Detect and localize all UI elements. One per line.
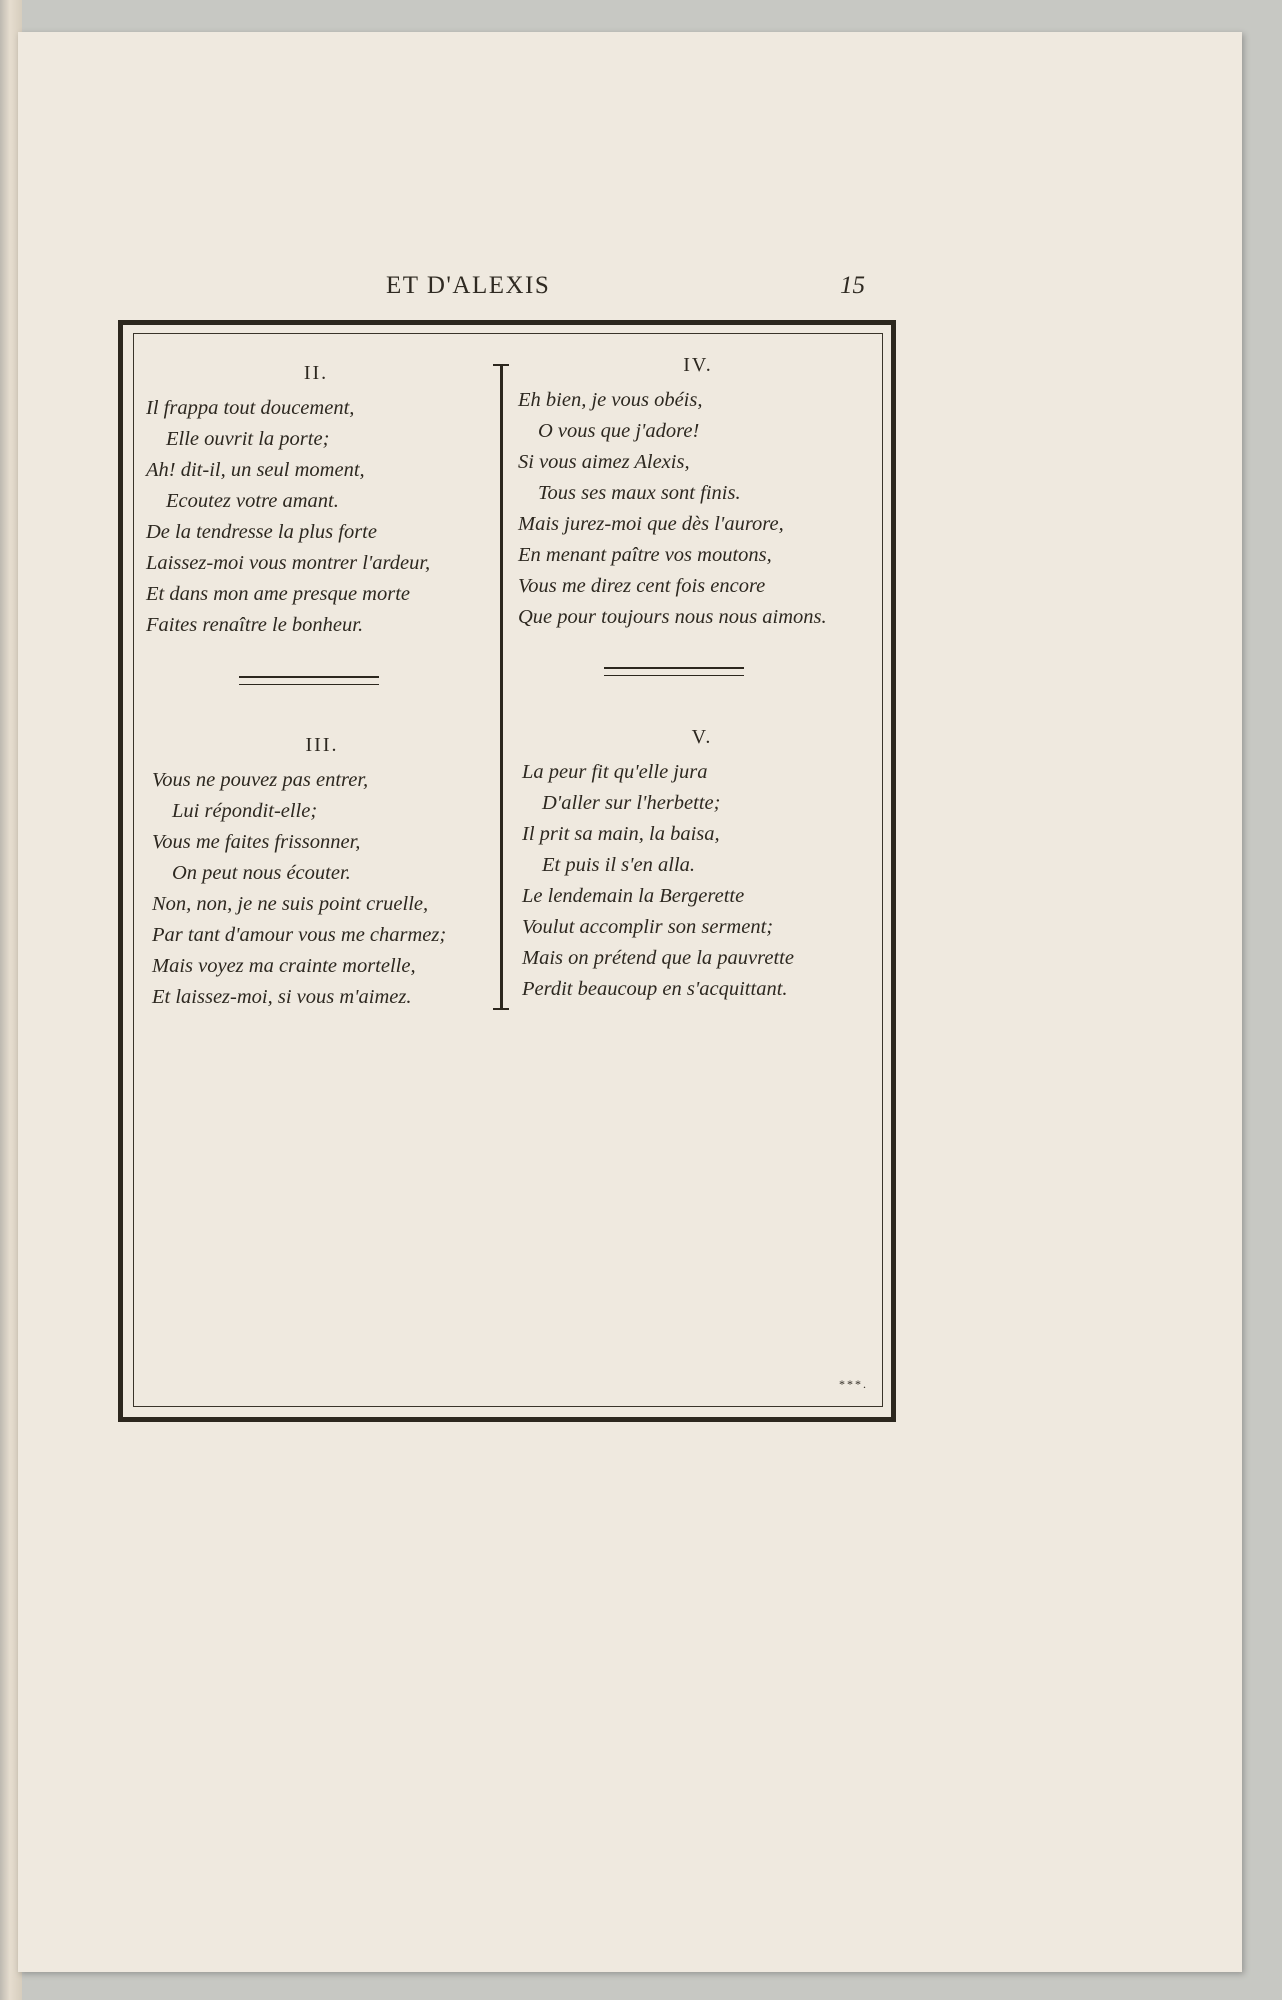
verse-line: Lui répondit-elle; [172,800,318,822]
verse-line: D'aller sur l'herbette; [542,792,721,814]
verse-line: Vous ne pouvez pas entrer, [152,769,369,791]
verse-line: Faites renaître le bonheur. [146,614,364,636]
page-number: 15 [840,272,865,299]
text-frame-inner [133,333,883,1407]
text-frame [118,320,896,1422]
book-page [18,32,1242,1972]
verse-line: Et laissez-moi, si vous m'aimez. [152,986,412,1008]
verse-line: Voulut accomplir son serment; [522,916,774,938]
verse-line: Il prit sa main, la baisa, [522,823,720,845]
stanza-numeral: III. [305,734,339,756]
verse-line: Mais on prétend que la pauvrette [522,947,794,969]
verse-line: Vous me direz cent fois encore [518,575,766,597]
verse-line: Si vous aimez Alexis, [518,451,690,473]
verse-line: Tous ses maux sont finis. [538,482,741,504]
verse-line: Laissez-moi vous montrer l'ardeur, [146,552,431,574]
verse-line: Et dans mon ame presque morte [146,583,410,605]
verse-line: Et puis il s'en alla. [542,854,696,876]
verse-line: Vous me faites frissonner, [152,831,361,853]
verse-line: Eh bien, je vous obéis, [518,389,703,411]
section-rule [239,676,379,685]
verse-line: Il frappa tout doucement, [146,397,355,419]
section-rule [604,667,744,676]
verse-line: En menant paître vos moutons, [518,544,772,566]
verse-line: Que pour toujours nous nous aimons. [518,606,827,628]
running-title: ET D'ALEXIS [386,272,551,299]
verse-line: Mais jurez-moi que dès l'aurore, [518,513,784,535]
stanza-ii [146,362,486,641]
verse-line: Elle ouvrit la porte; [166,428,330,450]
column-divider [500,364,503,1010]
signature-mark: ***. [839,1377,868,1391]
verse-line: Le lendemain la Bergerette [522,885,745,907]
verse-line: Perdit beaucoup en s'acquittant. [522,978,788,1000]
verse-line: La peur fit qu'elle jura [522,761,708,783]
stanza-v [522,726,882,1005]
verse-line: Ecoutez votre amant. [166,490,339,512]
verse-line: Par tant d'amour vous me charmez; [152,924,447,946]
stanza-numeral: II. [303,362,329,384]
verse-line: Non, non, je ne suis point cruelle, [152,893,429,915]
verse-line: Ah! dit-il, un seul moment, [146,459,365,481]
stanza-iv [518,354,878,633]
verse-line: Mais voyez ma crainte mortelle, [152,955,416,977]
verse-line: De la tendresse la plus forte [146,521,377,543]
verse-line: On peut nous écouter. [172,862,351,884]
stanza-numeral: V. [691,726,713,748]
verse-line: O vous que j'adore! [538,420,700,442]
stanza-iii [152,734,492,1013]
stanza-numeral: IV. [683,354,713,376]
